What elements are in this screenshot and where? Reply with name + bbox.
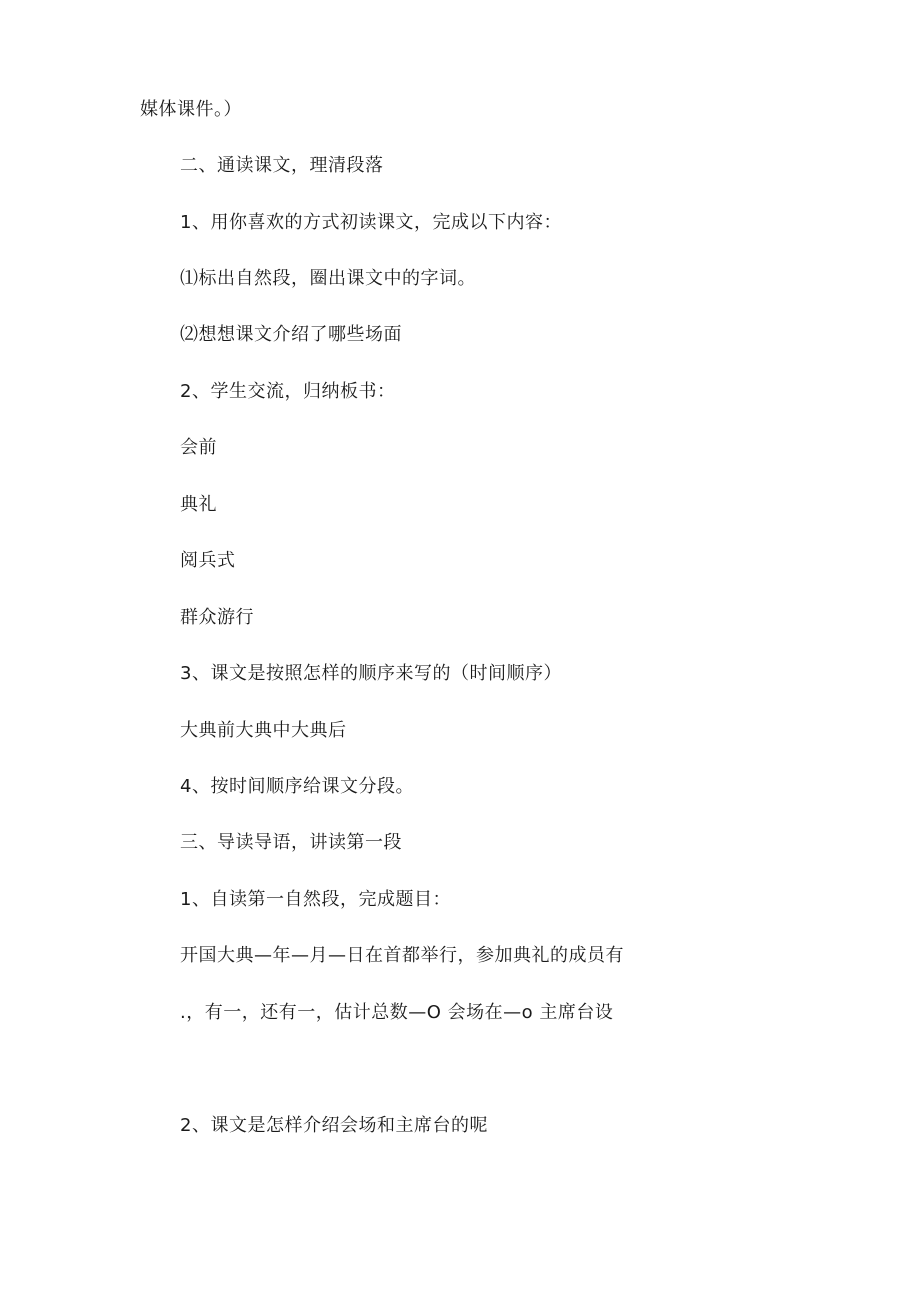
step-1-read: 1、用你喜欢的方式初读课文，完成以下内容： <box>180 212 562 233</box>
text-line-continuation: 媒体课件。） <box>140 99 242 120</box>
fill-blank-line-1: 开国大典—年—月—日在首都举行，参加典礼的成员有 <box>180 945 624 966</box>
board-item-before: 会前 <box>180 437 217 458</box>
section-heading-two: 二、通读课文，理清段落 <box>180 155 384 176</box>
step-2-question: 2、课文是怎样介绍会场和主席台的呢 <box>180 1115 488 1136</box>
step-1-self-read: 1、自读第一自然段，完成题目： <box>180 889 451 910</box>
fill-blank-line-2: .，有一，还有一，估计总数—O 会场在—o 主席台设 <box>180 1002 614 1023</box>
section-heading-three: 三、导读导语，讲读第一段 <box>180 832 402 853</box>
subitem-2-think: ⑵想想课文介绍了哪些场面 <box>180 324 402 345</box>
board-item-parade: 阅兵式 <box>180 550 236 571</box>
step-2-exchange: 2、学生交流，归纳板书： <box>180 381 396 402</box>
step-4-segment: 4、按时间顺序给课文分段。 <box>180 776 414 797</box>
order-summary: 大典前大典中大典后 <box>180 720 347 741</box>
board-item-march: 群众游行 <box>180 607 254 628</box>
subitem-1-mark: ⑴标出自然段，圈出课文中的字词。 <box>180 268 476 289</box>
step-3-order: 3、课文是按照怎样的顺序来写的（时间顺序） <box>180 663 562 684</box>
board-item-ceremony: 典礼 <box>180 494 217 515</box>
